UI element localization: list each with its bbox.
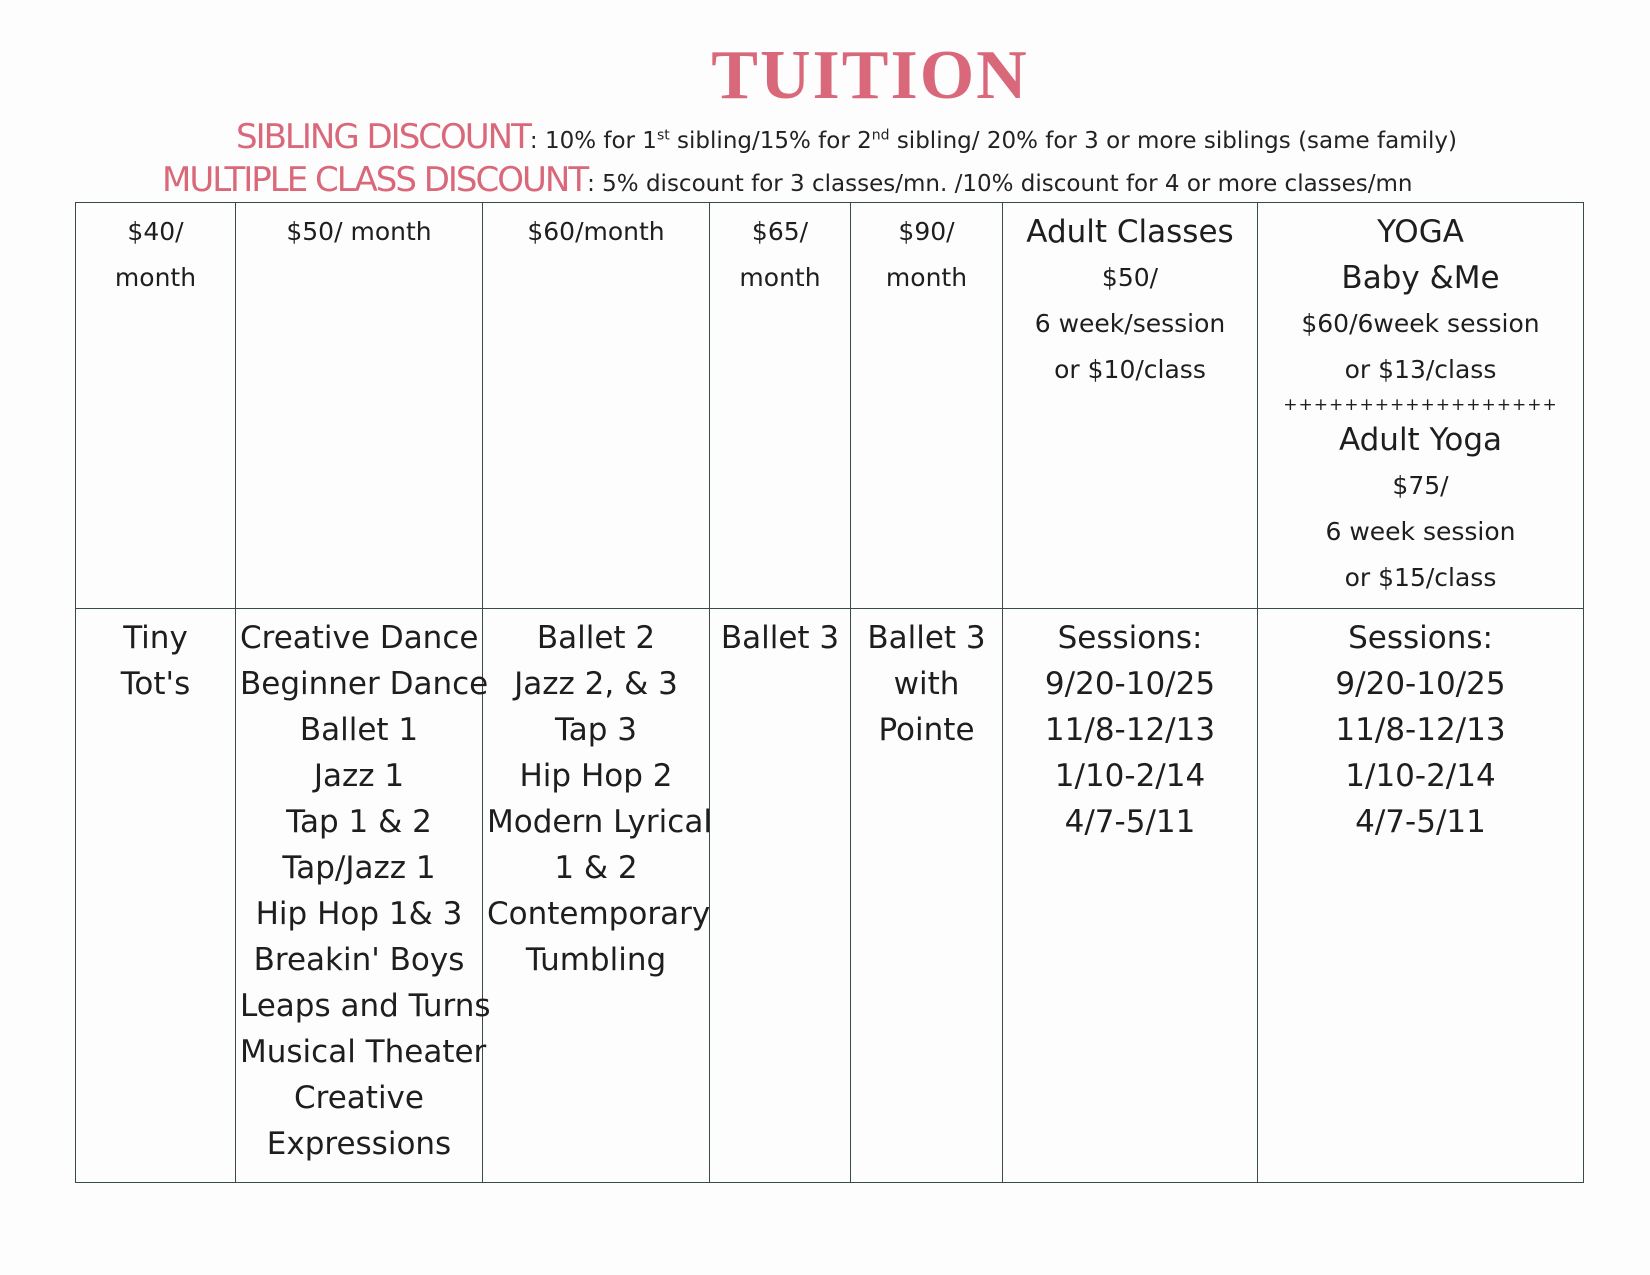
sibling-discount-label: SIBLING DISCOUNT xyxy=(236,117,530,157)
class-row xyxy=(76,609,1584,1183)
sibling-discount-text-3: sibling/ 20% for 3 or more siblings (same family) xyxy=(889,128,1457,154)
sibling-discount-text-2: sibling/15% for 2 xyxy=(669,128,872,154)
class-cell-60 xyxy=(483,609,710,1183)
price-cell-40 xyxy=(76,203,236,609)
class-item: Beginner Dance xyxy=(240,666,489,702)
price-line: $90/ xyxy=(898,217,955,246)
price-line: Baby &Me xyxy=(1341,260,1500,296)
class-item: Breakin' Boys xyxy=(253,942,465,978)
sibling-discount xyxy=(236,117,1457,157)
price-line: or $15/class xyxy=(1344,563,1497,592)
class-item: Ballet 3 xyxy=(867,620,986,656)
class-cell-65 xyxy=(710,609,851,1183)
price-cell-yoga xyxy=(1258,203,1584,609)
session-dates: 4/7-5/11 xyxy=(1064,804,1196,840)
price-line: month xyxy=(739,263,821,292)
price-line: 6 week/session xyxy=(1034,309,1226,338)
sibling-discount-sup-1: st xyxy=(656,127,670,144)
class-item: Creative xyxy=(294,1080,424,1116)
class-item: Ballet 2 xyxy=(536,620,656,656)
sibling-discount-sep: : xyxy=(529,128,545,154)
price-line: $50/ month xyxy=(286,217,432,246)
price-line: $75/ xyxy=(1392,471,1449,500)
class-cell-50 xyxy=(236,609,491,1183)
sibling-discount-sup-2: nd xyxy=(871,127,890,144)
class-item: Contemporary xyxy=(487,896,711,932)
class-item: Tiny xyxy=(123,620,188,656)
session-dates: 4/7-5/11 xyxy=(1355,804,1486,840)
class-item: Hip Hop 1& 3 xyxy=(255,896,463,932)
price-cell-90 xyxy=(851,203,1003,609)
price-line: month xyxy=(885,263,968,292)
price-cell-50 xyxy=(236,203,483,609)
tuition-table xyxy=(75,202,1584,1183)
price-line: $50/ xyxy=(1101,263,1159,292)
class-item: Expressions xyxy=(266,1126,452,1162)
class-item: Tap 3 xyxy=(554,712,638,748)
class-item: Jazz 1 xyxy=(313,758,405,794)
price-line: month xyxy=(114,263,197,292)
class-cell-90 xyxy=(851,609,1003,1183)
class-cell-40 xyxy=(76,609,236,1183)
price-cell-65 xyxy=(710,203,851,609)
class-item: with xyxy=(893,666,960,702)
class-item: Tot's xyxy=(120,666,191,702)
class-item: Jazz 2, & 3 xyxy=(514,666,678,702)
multiple-class-discount-label: MULTIPLE CLASS DISCOUNT xyxy=(162,160,588,200)
price-row xyxy=(76,203,1584,609)
class-item: Ballet 3 xyxy=(720,620,840,656)
session-dates: 9/20-10/25 xyxy=(1044,666,1216,702)
price-line: $60/month xyxy=(527,217,665,246)
price-cell-adult xyxy=(1003,203,1258,609)
class-item: Tap/Jazz 1 xyxy=(282,850,436,886)
class-item: Hip Hop 2 xyxy=(519,758,673,794)
class-item: Musical Theater xyxy=(240,1034,487,1070)
price-line: Adult Yoga xyxy=(1338,422,1503,458)
class-cell-adult xyxy=(1003,609,1258,1183)
class-item: Creative Dance xyxy=(240,620,479,656)
class-item: Ballet 1 xyxy=(299,712,419,748)
class-item: Pointe xyxy=(878,712,975,748)
session-dates: 9/20-10/25 xyxy=(1335,666,1506,702)
class-cell-yoga xyxy=(1258,609,1584,1183)
session-dates: 1/10-2/14 xyxy=(1054,758,1206,794)
price-line: Adult Classes xyxy=(1026,214,1234,250)
price-cell-60 xyxy=(483,203,710,609)
session-dates: 11/8-12/13 xyxy=(1335,712,1506,748)
sessions-label: Sessions: xyxy=(1348,620,1493,656)
session-dates: 1/10-2/14 xyxy=(1345,758,1496,794)
session-dates: 11/8-12/13 xyxy=(1044,712,1216,748)
price-line: $40/ xyxy=(127,217,184,246)
price-line: 6 week session xyxy=(1325,517,1516,546)
divider-plus-line: ++++++++++++++++++ xyxy=(1283,395,1558,415)
class-item: Tap 1 & 2 xyxy=(286,804,432,840)
class-item: Tumbling xyxy=(525,942,667,978)
price-line: or $13/class xyxy=(1344,355,1497,384)
price-line: $65/ xyxy=(751,217,809,246)
sessions-label: Sessions: xyxy=(1057,620,1203,656)
price-line: YOGA xyxy=(1377,214,1464,250)
multiple-class-discount-text: : 5% discount for 3 classes/mn. /10% discount for 4 or more classes/mn xyxy=(587,171,1413,197)
sibling-discount-text-1: 10% for 1 xyxy=(544,128,657,154)
class-item: Modern Lyrical xyxy=(487,804,712,840)
multiple-class-discount xyxy=(162,160,1413,200)
price-line: $60/6week session xyxy=(1301,309,1540,338)
page-title: TUITION xyxy=(711,37,1029,114)
price-line: or $10/class xyxy=(1054,355,1206,384)
class-item: Leaps and Turns xyxy=(240,988,491,1024)
class-item: 1 & 2 xyxy=(554,850,638,886)
